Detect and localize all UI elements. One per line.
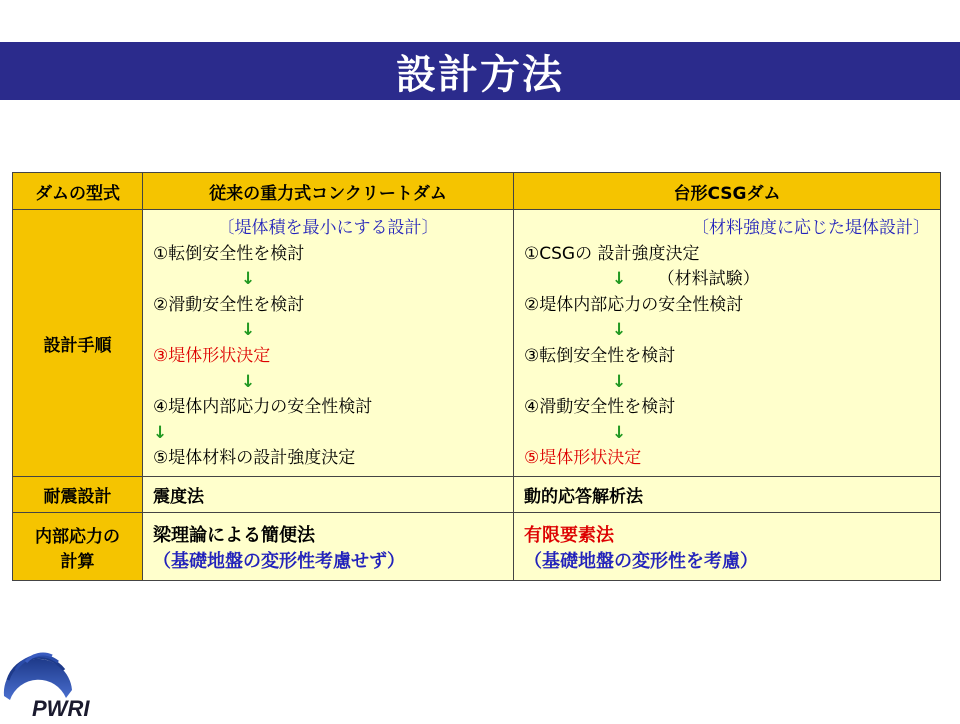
procedure-row — [13, 210, 941, 477]
seismic-row — [13, 477, 941, 513]
down-arrow-icon: ↓ — [612, 371, 627, 392]
conventional-step-2: ②滑動安全性を検討 — [153, 294, 305, 315]
logo-wordmark: PWRI — [32, 696, 90, 720]
seismic-csg: 動的応答解析法 — [514, 477, 941, 513]
down-arrow-icon: ↓ — [241, 371, 256, 392]
down-arrow-icon: ↓ — [241, 269, 256, 290]
pwri-logo — [0, 640, 120, 720]
stress-conventional — [143, 513, 514, 581]
stress-csg — [514, 513, 941, 581]
csg-step-1: ①CSGの 設計強度決定 — [524, 243, 700, 264]
header-dam-type: ダムの型式 — [13, 173, 143, 210]
stress-conventional-note: （基礎地盤の変形性考慮せず） — [153, 550, 405, 572]
stress-label-line-1: 内部応力の — [35, 526, 120, 547]
header-csg-dam: 台形CSGダム — [514, 173, 941, 210]
header-conventional-dam: 従来の重力式コンクリートダム — [143, 173, 514, 210]
csg-note: 〔材料強度に応じた堤体設計〕 — [692, 218, 930, 238]
csg-step-2: ②堤体内部応力の安全性検討 — [524, 294, 744, 315]
csg-step-1-note: （材料試験） — [657, 269, 760, 290]
conventional-step-5: ⑤堤体材料の設計強度決定 — [153, 448, 356, 469]
stress-csg-method: 有限要素法 — [524, 524, 614, 546]
slide-title: 設計方法 — [396, 51, 564, 98]
stress-conventional-method: 梁理論による簡便法 — [153, 524, 315, 546]
csg-step-3: ③転倒安全性を検討 — [524, 345, 676, 366]
conventional-step-1: ①転倒安全性を検討 — [153, 243, 305, 264]
down-arrow-icon: ↓ — [241, 320, 256, 341]
stress-row — [13, 513, 941, 581]
csg-procedure — [514, 210, 941, 477]
title-band — [0, 42, 960, 100]
seismic-conventional: 震度法 — [143, 477, 514, 513]
down-arrow-icon: ↓ — [612, 422, 627, 443]
seismic-label: 耐震設計 — [13, 477, 143, 513]
csg-step-4: ④滑動安全性を検討 — [524, 397, 676, 418]
conventional-step-3: ③堤体形状決定 — [153, 345, 271, 366]
down-arrow-icon: ↓ — [612, 320, 627, 341]
stress-label — [13, 513, 143, 581]
conventional-step-4: ④堤体内部応力の安全性検討 — [153, 397, 373, 418]
pwri-logo-graphic — [0, 640, 120, 720]
csg-arrow-row-1 — [524, 267, 930, 293]
comparison-table — [12, 172, 941, 581]
header-row — [13, 173, 941, 210]
stress-label-line-2: 計算 — [60, 551, 95, 572]
down-arrow-icon: ↓ — [612, 269, 627, 290]
stress-csg-note: （基礎地盤の変形性を考慮） — [524, 550, 758, 572]
conventional-note: 〔堤体積を最小にする設計〕 — [217, 218, 439, 238]
procedure-label: 設計手順 — [13, 210, 143, 477]
conventional-procedure — [143, 210, 514, 477]
csg-step-5: ⑤堤体形状決定 — [524, 448, 642, 469]
down-arrow-icon: ↓ — [153, 422, 168, 443]
